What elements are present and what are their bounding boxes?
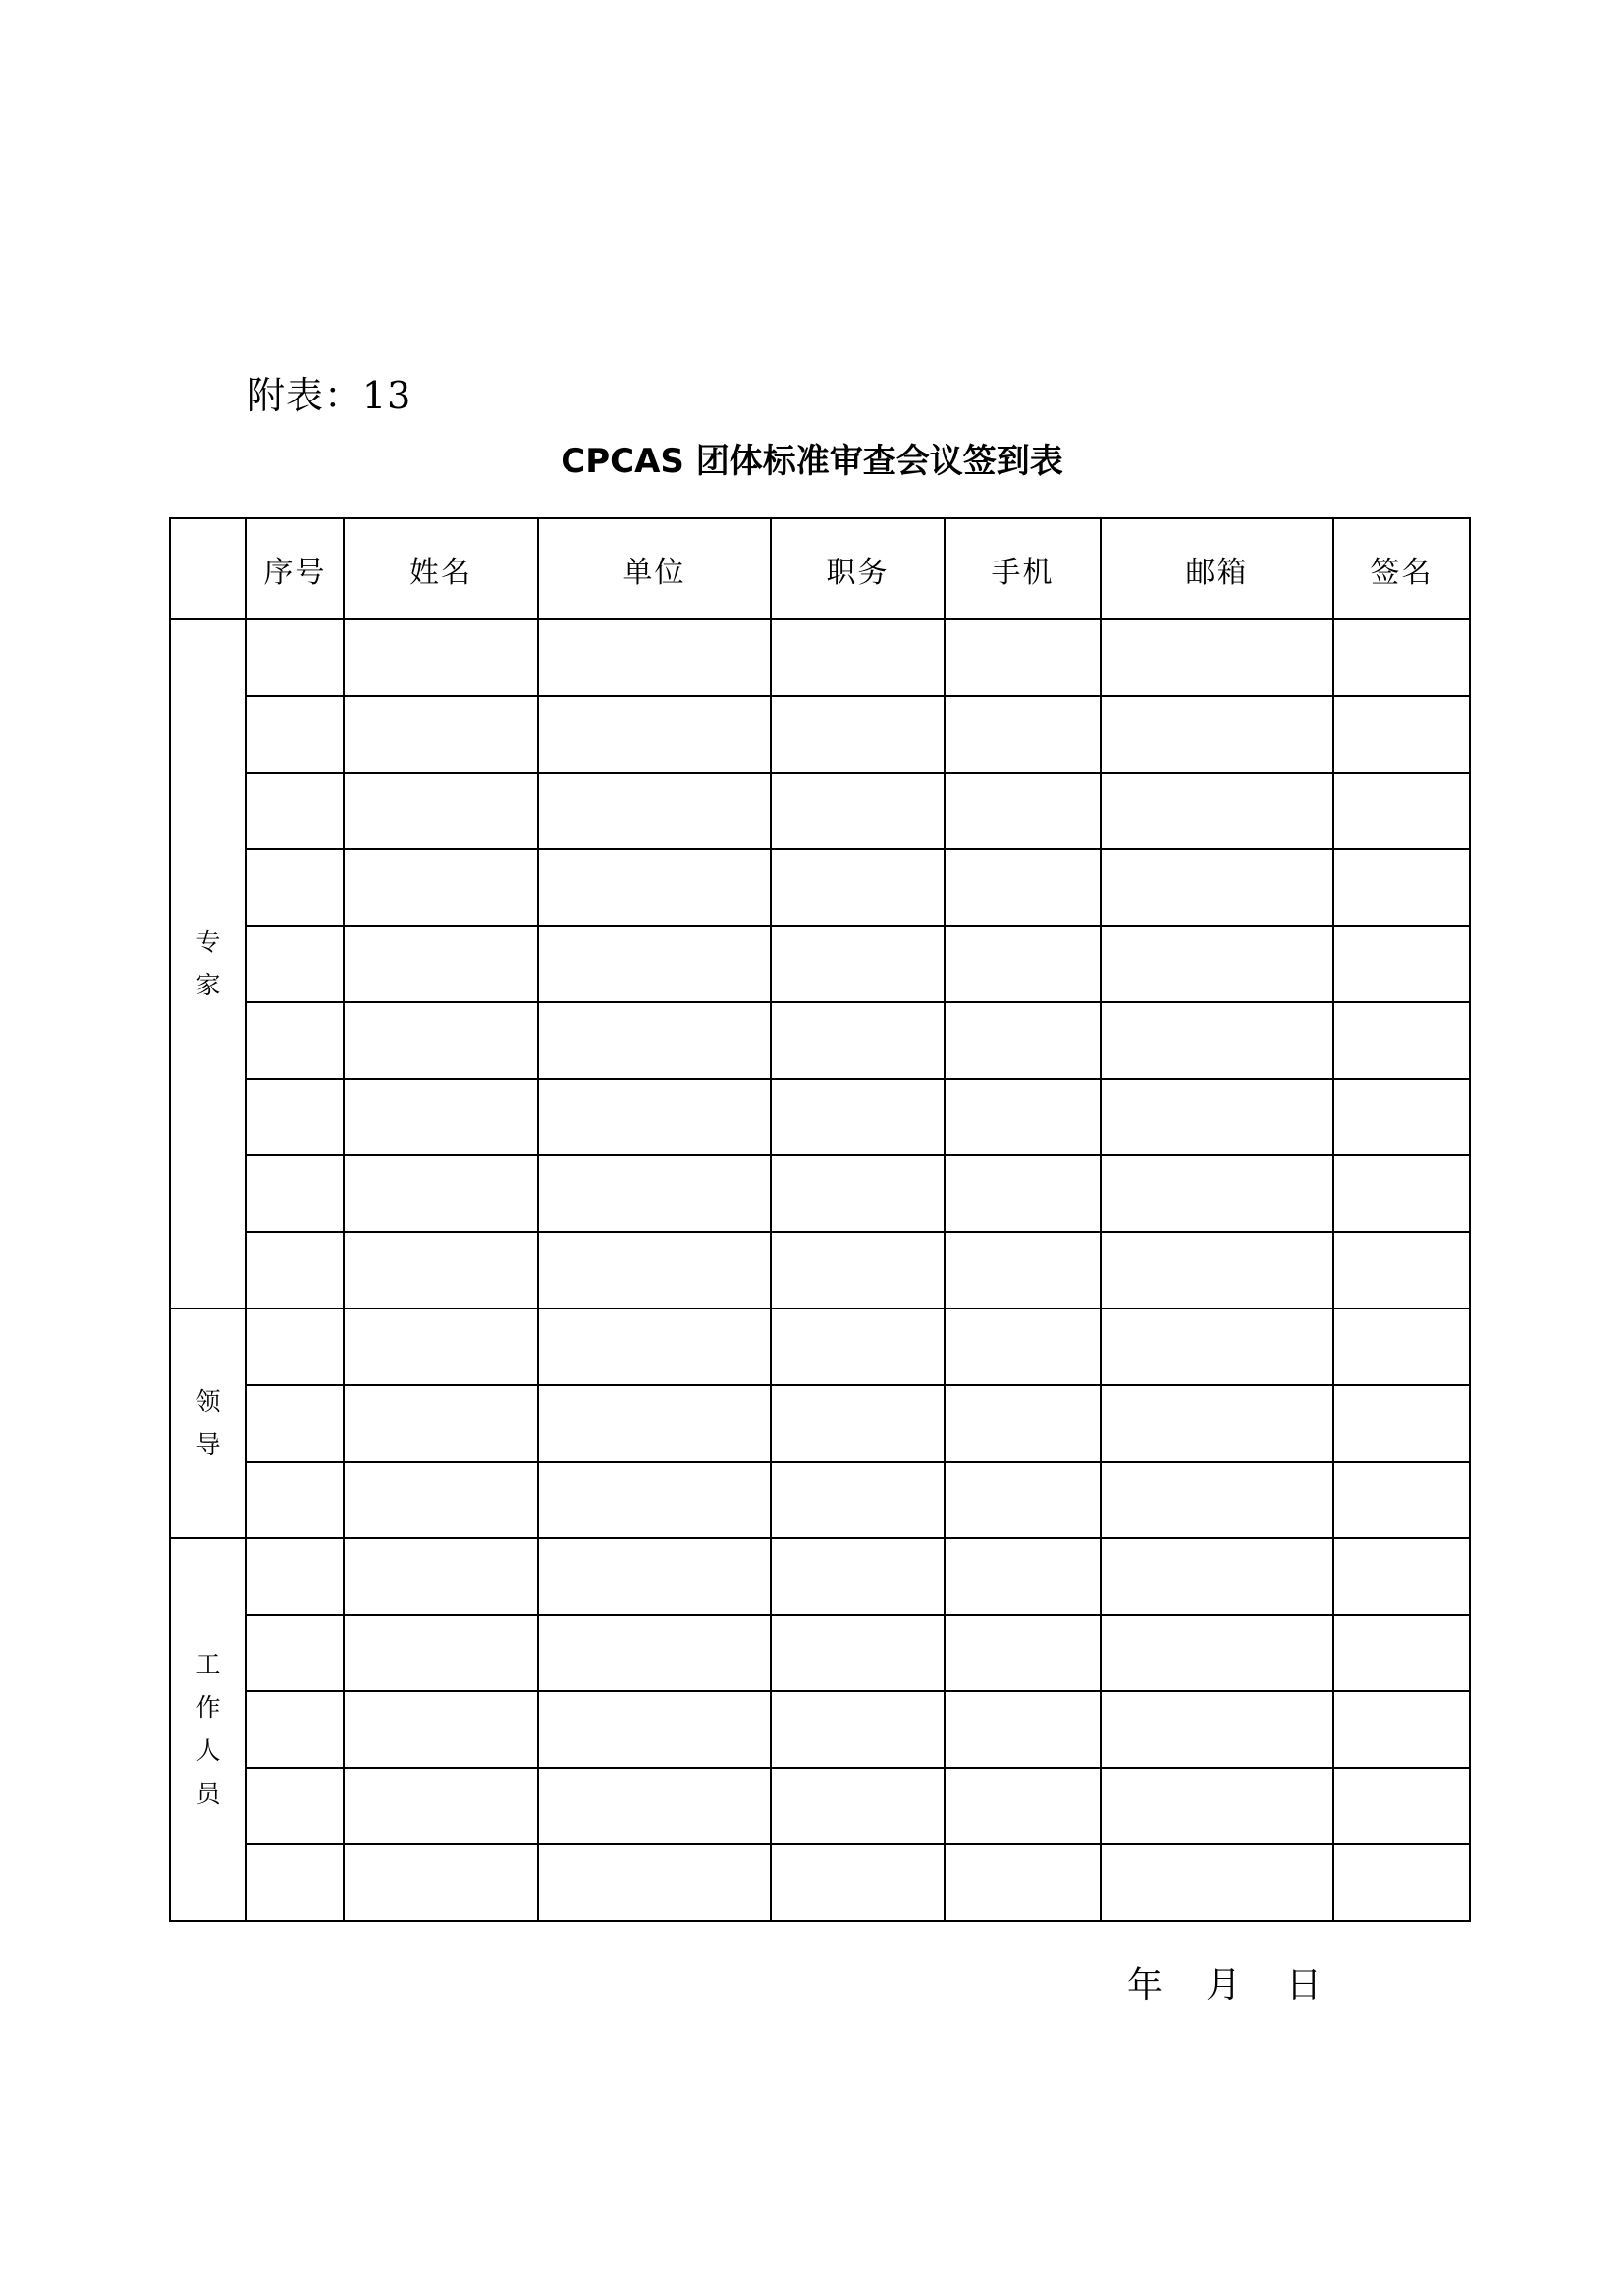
table-row — [170, 1615, 1470, 1691]
phone-cell[interactable] — [945, 1768, 1101, 1844]
organization-cell[interactable] — [538, 696, 771, 773]
header-row — [170, 518, 1470, 619]
organization-cell[interactable] — [538, 1615, 771, 1691]
signature-cell[interactable] — [1333, 696, 1470, 773]
signature-cell[interactable] — [1333, 1768, 1470, 1844]
position-cell[interactable] — [771, 1538, 945, 1615]
table-row — [170, 619, 1470, 696]
table-row — [170, 696, 1470, 773]
signature-cell[interactable] — [1333, 1538, 1470, 1615]
name-cell[interactable] — [344, 696, 538, 773]
date-month-label: 月 — [1206, 1965, 1242, 2005]
name-cell[interactable] — [344, 1768, 538, 1844]
number-cell[interactable] — [246, 1538, 344, 1615]
position-cell[interactable] — [771, 1232, 945, 1308]
email-cell[interactable] — [1101, 1079, 1333, 1155]
table-row — [170, 1079, 1470, 1155]
email-cell[interactable] — [1101, 773, 1333, 849]
number-cell[interactable] — [246, 1079, 344, 1155]
table-row — [170, 1385, 1470, 1462]
phone-cell[interactable] — [945, 1615, 1101, 1691]
position-cell[interactable] — [771, 1079, 945, 1155]
phone-cell[interactable] — [945, 849, 1101, 926]
name-cell[interactable] — [344, 1615, 538, 1691]
group-label: 领导 — [195, 1387, 221, 1459]
number-cell[interactable] — [246, 1615, 344, 1691]
signature-cell[interactable] — [1333, 926, 1470, 1002]
phone-cell[interactable] — [945, 1232, 1101, 1308]
email-cell[interactable] — [1101, 1844, 1333, 1921]
group-label-cell — [170, 619, 246, 1308]
phone-cell[interactable] — [945, 1385, 1101, 1462]
group-label-cell — [170, 1538, 246, 1921]
email-cell[interactable] — [1101, 926, 1333, 1002]
group-label-cell — [170, 1308, 246, 1538]
table-row — [170, 926, 1470, 1002]
name-cell[interactable] — [344, 1232, 538, 1308]
signature-cell[interactable] — [1333, 1691, 1470, 1768]
date-line — [1127, 1961, 1322, 2010]
email-cell[interactable] — [1101, 696, 1333, 773]
name-cell[interactable] — [344, 1079, 538, 1155]
position-cell[interactable] — [771, 1462, 945, 1538]
date-year-label: 年 — [1127, 1965, 1164, 2005]
name-cell[interactable] — [344, 1844, 538, 1921]
table-row — [170, 1768, 1470, 1844]
header-cell-email: 邮箱 — [1101, 518, 1333, 619]
phone-cell[interactable] — [945, 1462, 1101, 1538]
signature-cell[interactable] — [1333, 619, 1470, 696]
table-row — [170, 1002, 1470, 1079]
header-cell-name: 姓名 — [344, 518, 538, 619]
email-cell[interactable] — [1101, 1538, 1333, 1615]
number-cell[interactable] — [246, 1232, 344, 1308]
header-cell-signature: 签名 — [1333, 518, 1470, 619]
number-cell[interactable] — [246, 1385, 344, 1462]
number-cell[interactable] — [246, 696, 344, 773]
number-cell[interactable] — [246, 1002, 344, 1079]
phone-cell[interactable] — [945, 1844, 1101, 1921]
phone-cell[interactable] — [945, 1079, 1101, 1155]
name-cell[interactable] — [344, 1462, 538, 1538]
signature-cell[interactable] — [1333, 1232, 1470, 1308]
phone-cell[interactable] — [945, 619, 1101, 696]
signature-cell[interactable] — [1333, 1385, 1470, 1462]
organization-cell[interactable] — [538, 1079, 771, 1155]
number-cell[interactable] — [246, 1308, 344, 1385]
name-cell[interactable] — [344, 1308, 538, 1385]
number-cell[interactable] — [246, 1462, 344, 1538]
organization-cell[interactable] — [538, 619, 771, 696]
table-row — [170, 1538, 1470, 1615]
organization-cell[interactable] — [538, 1768, 771, 1844]
signature-cell[interactable] — [1333, 773, 1470, 849]
date-day-label: 日 — [1286, 1965, 1323, 2005]
position-cell[interactable] — [771, 1768, 945, 1844]
header-cell-number: 序号 — [246, 518, 344, 619]
phone-cell[interactable] — [945, 926, 1101, 1002]
header-cell-organization: 单位 — [538, 518, 771, 619]
name-cell[interactable] — [344, 1385, 538, 1462]
appendix-label: 附表：13 — [247, 374, 412, 417]
table-row — [170, 1691, 1470, 1768]
email-cell[interactable] — [1101, 1308, 1333, 1385]
organization-cell[interactable] — [538, 1385, 771, 1462]
organization-cell[interactable] — [538, 1691, 771, 1768]
phone-cell[interactable] — [945, 696, 1101, 773]
position-cell[interactable] — [771, 1308, 945, 1385]
signature-cell[interactable] — [1333, 849, 1470, 926]
number-cell[interactable] — [246, 1844, 344, 1921]
name-cell[interactable] — [344, 773, 538, 849]
number-cell[interactable] — [246, 1691, 344, 1768]
organization-cell[interactable] — [538, 1232, 771, 1308]
organization-cell[interactable] — [538, 1462, 771, 1538]
phone-cell[interactable] — [945, 1538, 1101, 1615]
position-cell[interactable] — [771, 849, 945, 926]
position-cell[interactable] — [771, 773, 945, 849]
signature-cell[interactable] — [1333, 1079, 1470, 1155]
email-cell[interactable] — [1101, 1691, 1333, 1768]
organization-cell[interactable] — [538, 1155, 771, 1232]
name-cell[interactable] — [344, 1155, 538, 1232]
email-cell[interactable] — [1101, 849, 1333, 926]
signature-cell[interactable] — [1333, 1002, 1470, 1079]
table-row — [170, 1232, 1470, 1308]
name-cell[interactable] — [344, 619, 538, 696]
phone-cell[interactable] — [945, 1308, 1101, 1385]
signature-cell[interactable] — [1333, 1308, 1470, 1385]
position-cell[interactable] — [771, 696, 945, 773]
table-row — [170, 1844, 1470, 1921]
organization-cell[interactable] — [538, 1844, 771, 1921]
email-cell[interactable] — [1101, 1768, 1333, 1844]
organization-cell[interactable] — [538, 849, 771, 926]
number-cell[interactable] — [246, 1768, 344, 1844]
number-cell[interactable] — [246, 619, 344, 696]
organization-cell[interactable] — [538, 926, 771, 1002]
header-cell-phone: 手机 — [945, 518, 1101, 619]
number-cell[interactable] — [246, 926, 344, 1002]
number-cell[interactable] — [246, 849, 344, 926]
name-cell[interactable] — [344, 1691, 538, 1768]
signature-cell[interactable] — [1333, 1615, 1470, 1691]
email-cell[interactable] — [1101, 1002, 1333, 1079]
document-title: CPCAS 团体标准审查会议签到表 — [561, 442, 1063, 481]
signature-cell[interactable] — [1333, 1155, 1470, 1232]
email-cell[interactable] — [1101, 1462, 1333, 1538]
name-cell[interactable] — [344, 1002, 538, 1079]
position-cell[interactable] — [771, 1844, 945, 1921]
organization-cell[interactable] — [538, 773, 771, 849]
email-cell[interactable] — [1101, 1615, 1333, 1691]
email-cell[interactable] — [1101, 1385, 1333, 1462]
position-cell[interactable] — [771, 1691, 945, 1768]
table-row — [170, 1462, 1470, 1538]
sign-in-table — [169, 517, 1471, 1922]
phone-cell[interactable] — [945, 1002, 1101, 1079]
phone-cell[interactable] — [945, 1155, 1101, 1232]
header-cell-position: 职务 — [771, 518, 945, 619]
organization-cell[interactable] — [538, 1002, 771, 1079]
table-row — [170, 773, 1470, 849]
position-cell[interactable] — [771, 1615, 945, 1691]
header-cell-category — [170, 518, 246, 619]
group-label: 工作人员 — [195, 1650, 221, 1808]
email-cell[interactable] — [1101, 619, 1333, 696]
name-cell[interactable] — [344, 849, 538, 926]
table-row — [170, 1155, 1470, 1232]
table-row — [170, 849, 1470, 926]
organization-cell[interactable] — [538, 1538, 771, 1615]
position-cell[interactable] — [771, 1002, 945, 1079]
signature-cell[interactable] — [1333, 1844, 1470, 1921]
position-cell[interactable] — [771, 1385, 945, 1462]
name-cell[interactable] — [344, 926, 538, 1002]
phone-cell[interactable] — [945, 773, 1101, 849]
position-cell[interactable] — [771, 926, 945, 1002]
phone-cell[interactable] — [945, 1691, 1101, 1768]
signature-cell[interactable] — [1333, 1462, 1470, 1538]
number-cell[interactable] — [246, 1155, 344, 1232]
organization-cell[interactable] — [538, 1308, 771, 1385]
group-label: 专家 — [195, 928, 221, 999]
position-cell[interactable] — [771, 619, 945, 696]
position-cell[interactable] — [771, 1155, 945, 1232]
email-cell[interactable] — [1101, 1155, 1333, 1232]
number-cell[interactable] — [246, 773, 344, 849]
email-cell[interactable] — [1101, 1232, 1333, 1308]
name-cell[interactable] — [344, 1538, 538, 1615]
table-row — [170, 1308, 1470, 1385]
